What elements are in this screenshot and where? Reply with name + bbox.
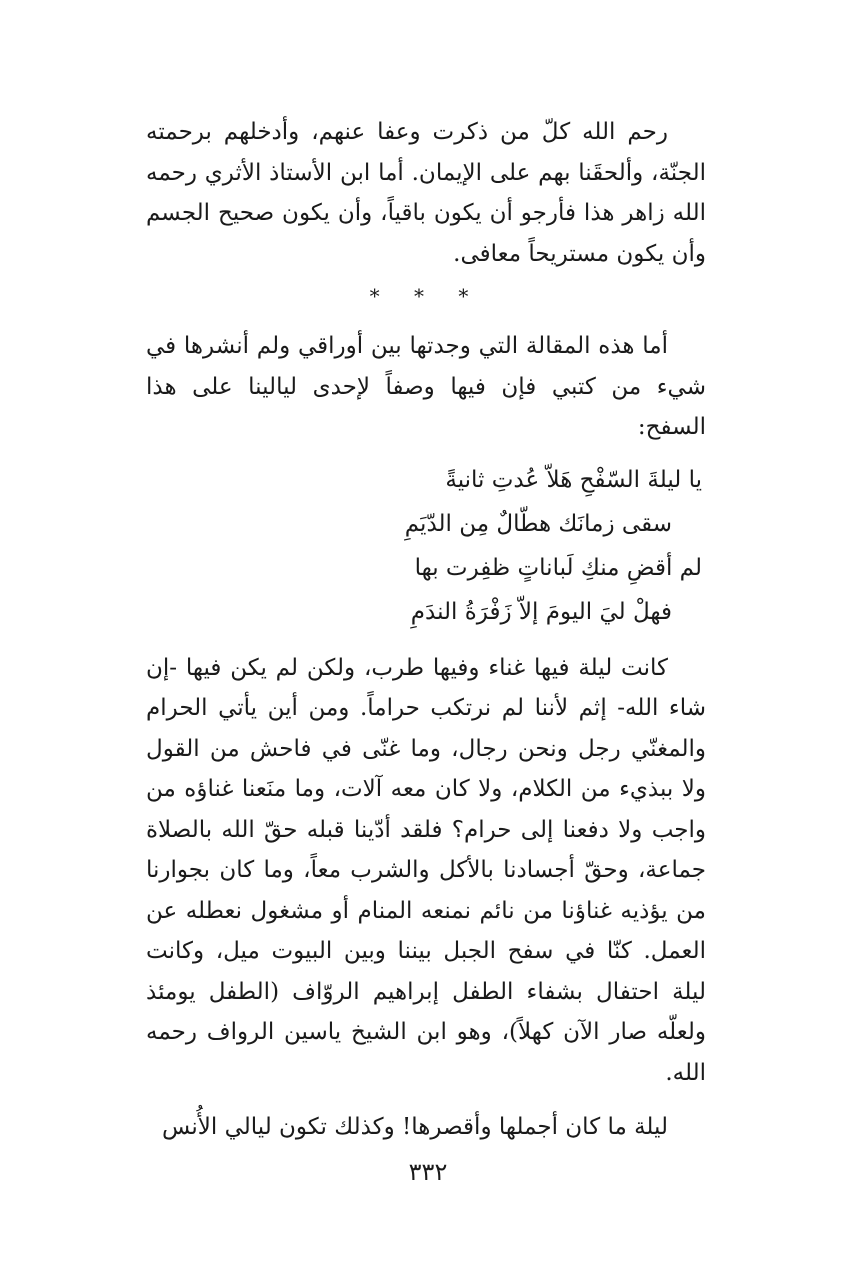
- paragraph-2: [146, 326, 706, 448]
- paragraph-3: [146, 648, 706, 1094]
- page-number: ٣٣٢: [408, 1158, 448, 1186]
- paragraph-4: [146, 1107, 706, 1148]
- paragraph-4-text: ليلة ما كان أجملها وأقصرها! وكذلك تكون ليالي الأُنس: [162, 1114, 668, 1140]
- paragraph-1: [146, 112, 706, 274]
- paragraph-1-text: رحم الله كلّ من ذكرت وعفا عنهم، وأدخلهم برحمته الجنّة، وألحقَنا بهم على الإيمان. أما ابن الأستاذ الأثري رحمه الله زاهر هذا فأرجو أن يكون باقياً، وأن يكون صحيح الجسم وأن يكون مستريحاً معافى.: [146, 119, 706, 267]
- page-body: [146, 104, 706, 1234]
- poem-verse-4: فهلْ ليَ اليومَ إلاّ زَفْرَةُ الندَمِ: [410, 598, 672, 625]
- poem-verse-2: سقى زمانَك هطّالٌ مِن الدّيَمِ: [404, 510, 672, 537]
- poem-verse-1: يا ليلةَ السّفْحِ هَلاّ عُدتِ ثانيةً: [445, 466, 702, 493]
- section-separator: * * *: [369, 284, 483, 308]
- poem-block: [146, 458, 706, 634]
- paragraph-2-text: أما هذه المقالة التي وجدتها بين أوراقي ولم أنشرها في شيء من كتبي فإن فيها وصفاً لإحدى ليالينا على هذا السفح:: [146, 333, 706, 440]
- paragraph-3-text: كانت ليلة فيها غناء وفيها طرب، ولكن لم يكن فيها -إن شاء الله- إثم لأننا لم نرتكب حراماً. ومن أين يأتي الحرام والمغنّي رجل ونحن رجال، وما غنّى في فاحش من القول ولا ببذيء من الكلام، ولا كان معه آلات، وما منَعنا غناؤه من واجب ولا دفعنا إلى حرام؟ فلقد أدّينا قبله حقّ الله بالصلاة جماعة، وحقّ أجسادنا بالأكل والشرب معاً، وما كان بجوارنا من يؤذيه غناؤنا من نائم نمنعه المنام أو مشغول نعطله عن العمل. كنّا في سفح الجبل بيننا وبين البيوت ميل، وكانت ليلة احتفال بشفاء الطفل إبراهيم الروّاف (الطفل يومئذ ولعلّه صار الآن كهلاً)، وهو ابن الشيخ ياسين الرواف رحمه الله.: [146, 654, 706, 1086]
- poem-verse-3: لم أقضِ منكِ لَباناتٍ ظفِرت بها: [414, 554, 702, 581]
